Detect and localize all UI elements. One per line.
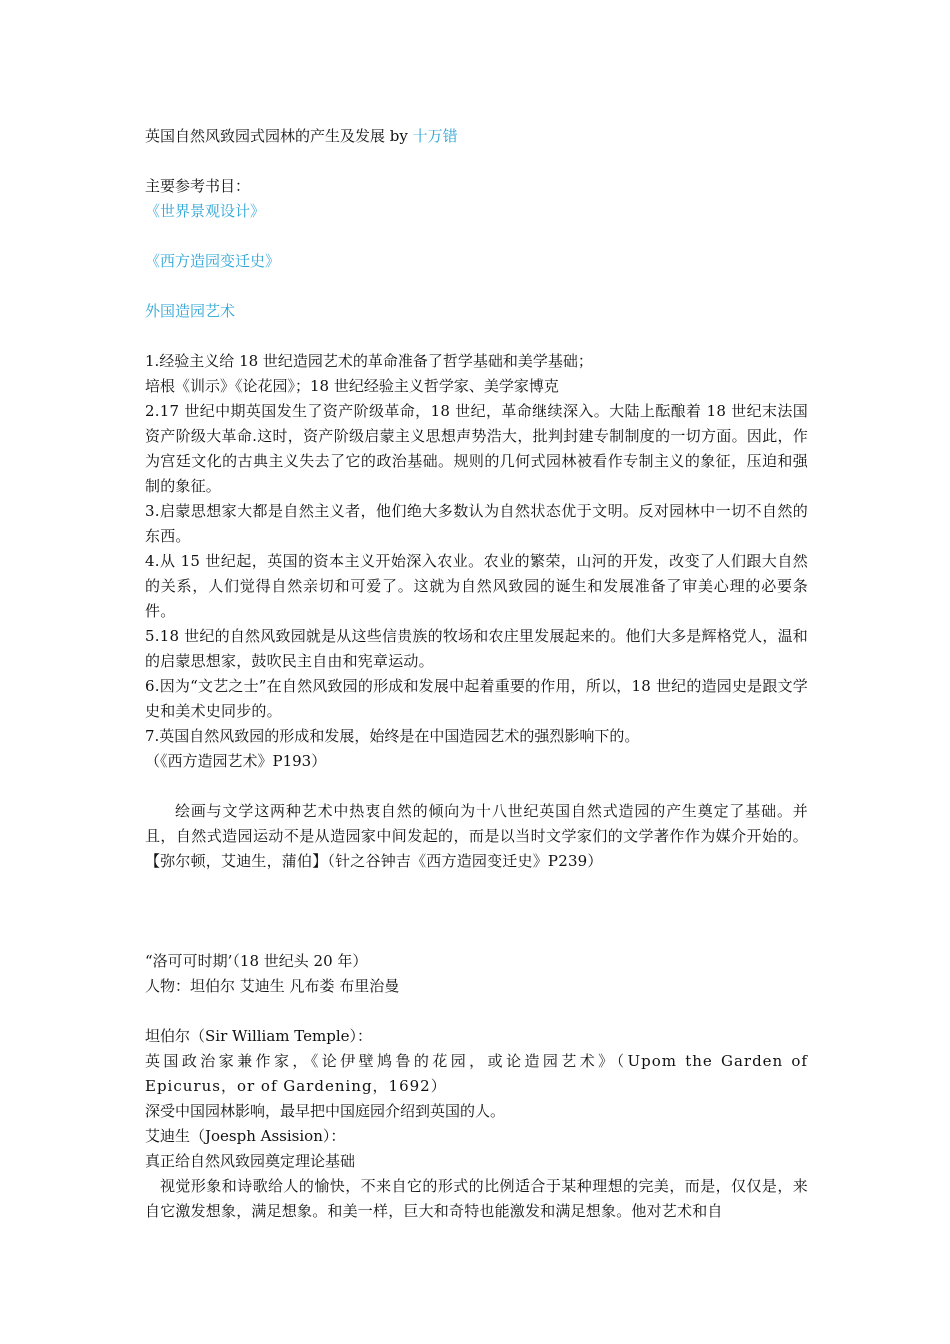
- rococo-people: 人物：坦伯尔 艾迪生 凡布娄 布里治曼: [145, 977, 400, 995]
- document-title: [145, 124, 808, 149]
- point-4: 4.从 15 世纪起，英国的资本主义开始深入农业。农业的繁荣，山河的开发，改变了人们跟大自然的关系，人们觉得自然亲切和可爱了。这就为自然风致园的诞生和发展准备了审美心理的必要条件。: [145, 552, 808, 620]
- addison-quote: 视觉形象和诗歌给人的愉快，不来自它的形式的比例适合于某种理想的完美，而是，仅仅是，来自它激发想象，满足想象。和美一样，巨大和奇特也能激发和满足想象。他对艺术和自: [145, 1177, 808, 1220]
- point-7: 7.英国自然风致园的形成和发展，始终是在中国造园艺术的强烈影响下的。: [145, 727, 640, 745]
- addison-role: 真正给自然风致园奠定理论基础: [145, 1152, 356, 1170]
- point-3: 3.启蒙思想家大都是自然主义者，他们绝大多数认为自然状态优于文明。反对园林中一切不自然的东西。: [145, 502, 808, 545]
- temple-influence: 深受中国园林影响，最早把中国庭园介绍到英国的人。: [145, 1102, 506, 1120]
- art-literature-paragraph: 绘画与文学这两种艺术中热衷自然的倾向为十八世纪英国自然式造园的产生奠定了基础。并且，自然式造园运动不是从造园家中间发起的，而是以当时文学家们的文学著作作为媒介开始的。【弥尔顿，艾迪生，蒲伯】（针之谷钟吉《西方造园变迁史》P239）: [145, 802, 808, 870]
- reference-link-1[interactable]: 《世界景观设计》: [145, 202, 266, 220]
- point-6: 6.因为“文艺之士”在自然风致园的形成和发展中起着重要的作用，所以，18 世纪的造园史是跟文学史和美术史同步的。: [145, 677, 808, 720]
- point-5: 5.18 世纪的自然风致园就是从这些信贵族的牧场和农庄里发展起来的。他们大多是辉格党人，温和的启蒙思想家，鼓吹民主自由和宪章运动。: [145, 627, 808, 670]
- rococo-period: “洛可可时期’（18 世纪头 20 年）: [145, 952, 368, 970]
- temple-description: 英国政治家兼作家，《论伊壁鸠鲁的花园，或论造园艺术》（Upom the Garden of Epicurus，or of Gardening，1692）: [145, 1052, 808, 1095]
- reference-link-3[interactable]: 外国造园艺术: [145, 302, 236, 320]
- addison-heading: 艾迪生（Joesph Assision）：: [145, 1127, 346, 1145]
- point-source: （《西方造园艺术》P193）: [145, 752, 327, 770]
- point-1-note: 培根《训示》《论花园》；18 世纪经验主义哲学家、美学家博克: [145, 377, 559, 395]
- temple-heading: 坦伯尔（Sir William Temple）：: [145, 1027, 373, 1045]
- title-text: 英国自然风致园式园林的产生及发展 by: [145, 127, 413, 145]
- point-2: 2.17 世纪中期英国发生了资产阶级革命，18 世纪，革命继续深入。大陆上酝酿着 18 世纪末法国资产阶级大革命.这时，资产阶级启蒙主义思想声势浩大，批判封建专制制度的一切方面。因此，作为宫廷文化的古典主义失去了它的政治基础。规则的几何式园林被看作专制主义的象征，压迫和强制的象征。: [145, 402, 808, 495]
- author-link[interactable]: 十万错: [412, 127, 458, 145]
- reference-link-2[interactable]: 《西方造园变迁史》: [145, 252, 281, 270]
- references-heading: 主要参考书目：: [145, 177, 251, 195]
- document-page: [145, 124, 808, 1224]
- point-1: 1.经验主义给 18 世纪造园艺术的革命准备了哲学基础和美学基础；: [145, 352, 593, 370]
